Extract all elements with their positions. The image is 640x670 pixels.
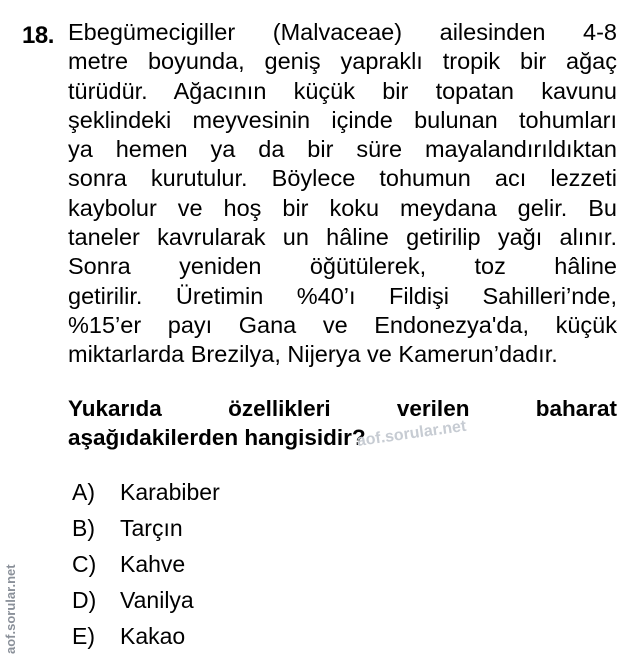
option-letter: E) <box>72 622 95 649</box>
option-letter: A) <box>72 479 95 506</box>
option-b[interactable] <box>72 511 220 547</box>
stem-line: sonra kurutulur. Böylece tohumun acı lezzeti <box>68 165 617 192</box>
option-text: Kahve <box>120 550 186 577</box>
watermark-side: aof.sorular.net <box>3 564 18 654</box>
option-letter: D) <box>72 586 97 613</box>
stem-line: %15’er payı Gana ve Endonezya'da, küçük <box>68 311 617 338</box>
stem-line: taneler kavrularak un hâline getirilip yağı alınır. <box>68 224 617 251</box>
stem-line: Sonra yeniden öğütülerek, toz hâline <box>68 253 617 280</box>
stem-line: türüdür. Ağacının küçük bir topatan kavunu <box>68 77 617 104</box>
option-d[interactable] <box>72 582 220 618</box>
stem-line: kaybolur ve hoş bir koku meydana gelir. Bu <box>68 194 617 221</box>
stem-line: Ebegümecigiller (Malvaceae) ailesinden 4-8 <box>68 19 617 45</box>
question-stem <box>68 18 617 370</box>
option-c[interactable] <box>72 547 220 583</box>
question-number: 18. <box>22 22 54 49</box>
stem-line: metre boyunda, geniş yapraklı tropik bir ağaç <box>68 48 617 75</box>
option-letter: B) <box>72 515 95 542</box>
stem-line: miktarlarda Brezilya, Nijerya ve Kamerun’dadır. <box>68 341 558 368</box>
stem-line: getirilir. Üretimin %40’ı Fildişi Sahilleri’nde, <box>68 282 617 309</box>
answer-options <box>72 475 220 654</box>
stem-line: şeklindeki meyvesinin içinde bulunan tohumları <box>68 106 617 133</box>
option-e[interactable] <box>72 618 220 654</box>
prompt-line: Yukarıda özellikleri verilen baharat <box>68 396 617 421</box>
option-text: Vanilya <box>120 586 194 613</box>
option-a[interactable] <box>72 475 220 511</box>
option-text: Karabiber <box>120 479 220 506</box>
option-text: Tarçın <box>120 515 183 542</box>
watermark-center: aof.sorular.net <box>355 417 468 450</box>
option-text: Kakao <box>120 622 186 649</box>
option-letter: C) <box>72 550 97 577</box>
prompt-line: aşağıdakilerden hangisidir? <box>68 425 366 450</box>
question-prompt <box>68 394 617 452</box>
stem-line: ya hemen ya da bir süre mayalandırıldıktan <box>68 136 617 163</box>
